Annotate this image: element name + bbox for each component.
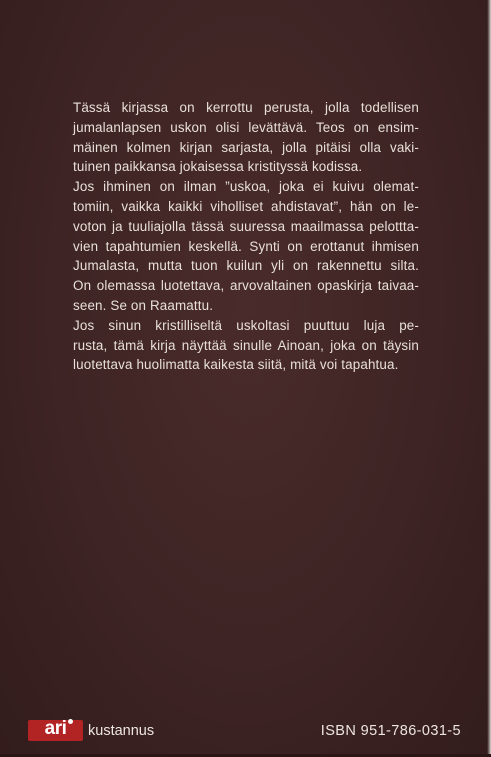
blurb-line: mäinen kolmen kirjan sarjasta, jolla pitäisi olla vaki- [73,139,419,155]
blurb-line: jumalanlapsen uskon olisi levättävä. Teos on ensim- [73,119,419,135]
blurb-text [73,98,419,375]
cover-edge [487,0,491,757]
blurb-line: Jos sinun kristilliseltä uskoltasi puuttuu luja pe- [73,317,419,333]
publisher-name: kustannus [88,723,155,739]
publisher-logo [28,720,83,741]
blurb-line: Jos ihminen on ilman ”uskoa, joka ei kuivu olemat- [73,179,419,195]
blurb-line: Tässä kirjassa on kerrottu perusta, jolla todellisen [73,100,419,115]
blurb-line: voton ja tuuliajolla tässä suuressa maailmassa pelottta- [73,218,419,234]
blurb-line: luotettava huolimatta kaikesta siitä, mitä voi tapahtua. [73,357,399,373]
blurb-paragraph [73,98,419,177]
blurb-paragraph [73,316,419,375]
cover-footer [0,720,491,742]
blurb-line: On olemassa luotettava, arvovaltainen opaskirja taivaa- [73,278,419,294]
blurb-line: vien tapahtumien keskellä. Synti on erottanut ihmisen [73,238,419,254]
blurb-line: tomiin, vaikka kaikki viholliset ahdistavat”, hän on le- [73,198,419,214]
isbn-number: ISBN 951-786-031-5 [320,723,461,739]
blurb-line: tuinen paikkansa jokaisessa kristityssä kodissa. [73,159,363,175]
blurb-line: seen. Se on Raamattu. [73,297,214,313]
publisher-logo-text: ari [44,718,67,739]
blurb-line: Jumalasta, mutta tuon kuilun yli on rakennettu silta. [73,258,419,274]
blurb-paragraph [73,177,419,316]
blurb-line: rusta, tämä kirja näyttää sinulle Ainoan, joka on täysin [73,337,419,353]
logo-dot [68,719,73,724]
